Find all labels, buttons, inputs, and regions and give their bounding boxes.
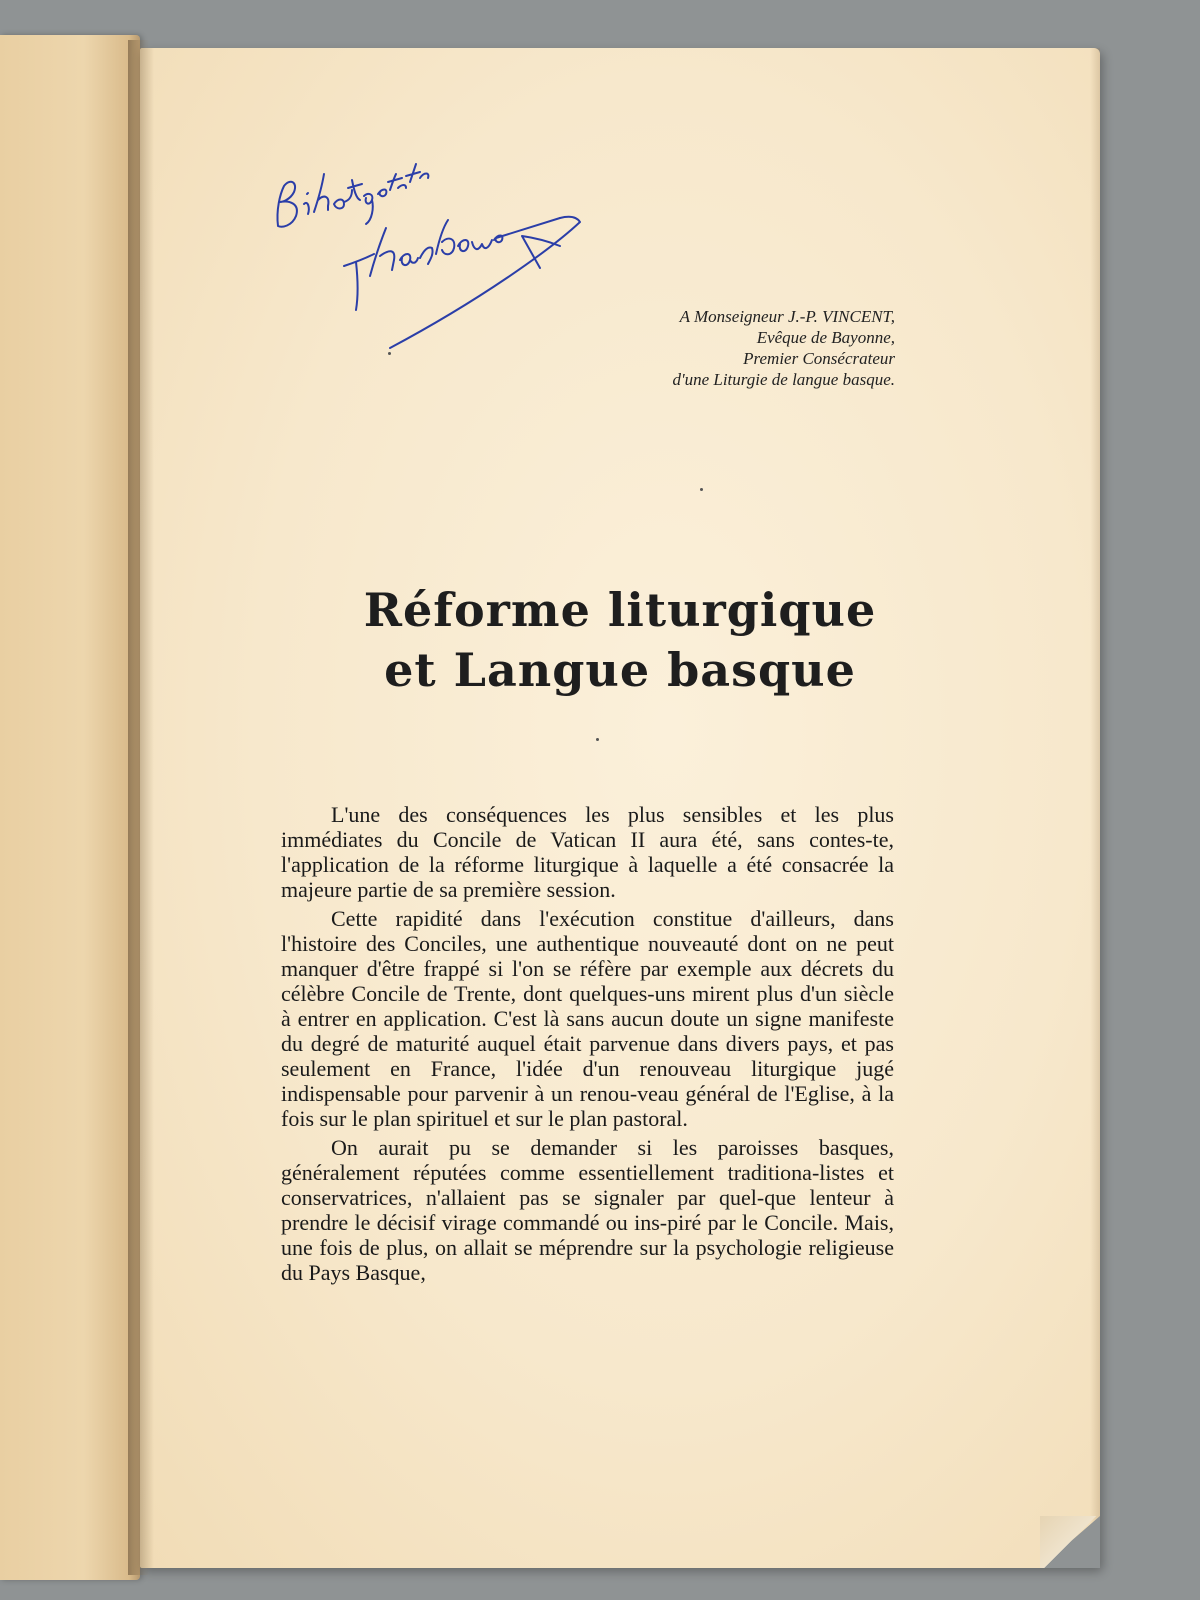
page-edge-shadow bbox=[1090, 48, 1100, 1568]
paper-speck bbox=[596, 738, 599, 741]
page-spine-shadow bbox=[140, 48, 154, 1568]
dedication-line: Premier Consécrateur bbox=[743, 349, 895, 368]
body-paragraph: Cette rapidité dans l'exécution constitue d'ailleurs, dans l'histoire des Conciles, une authentique nouveauté dont on ne peut manquer d'être frappé si l'on se réfère par exemple aux décrets du célèbre Concile de Trente, dont quelques-uns mirent plus d'un siècle à entrer en application. C'est là sans aucun doute un signe manifeste du degré de maturité auquel était parvenue dans divers pays, et pas seulement en France, l'idée d'un renouveau liturgique jugé indispensable pour parvenir à un renou-veau général de l'Eglise, à la fois sur le plan spirituel et sur le plan pastoral. bbox=[281, 906, 894, 1131]
article-title bbox=[140, 580, 1100, 700]
dedication-line: d'une Liturgie de langue basque. bbox=[672, 370, 895, 389]
paper-speck bbox=[700, 488, 703, 491]
dedication-line: A Monseigneur J.-P. VINCENT, bbox=[679, 307, 895, 326]
title-line-1: Réforme liturgique bbox=[363, 583, 877, 637]
title-line-2: et Langue basque bbox=[384, 643, 856, 697]
paper-speck bbox=[388, 352, 391, 355]
dedication bbox=[475, 306, 895, 390]
folded-corner-flap bbox=[1040, 1516, 1100, 1568]
left-page bbox=[0, 35, 140, 1580]
body-paragraph: L'une des conséquences les plus sensibles et les plus immédiates du Concile de Vatican II aura été, sans contes-te, l'application de la réforme liturgique à laquelle a été consacrée la majeure partie de sa première session. bbox=[281, 802, 894, 902]
article-body bbox=[281, 802, 894, 1289]
document-page bbox=[140, 48, 1100, 1568]
dedication-line: Evêque de Bayonne, bbox=[756, 328, 895, 347]
body-paragraph: On aurait pu se demander si les paroisses basques, généralement réputées comme essentiellement traditiona-listes et conservatrices, n'allaient pas se signaler par quel-que lenteur à prendre le décisif virage commandé ou ins-piré par le Concile. Mais, une fois de plus, on allait se méprendre sur la psychologie religieuse du Pays Basque, bbox=[281, 1135, 894, 1285]
